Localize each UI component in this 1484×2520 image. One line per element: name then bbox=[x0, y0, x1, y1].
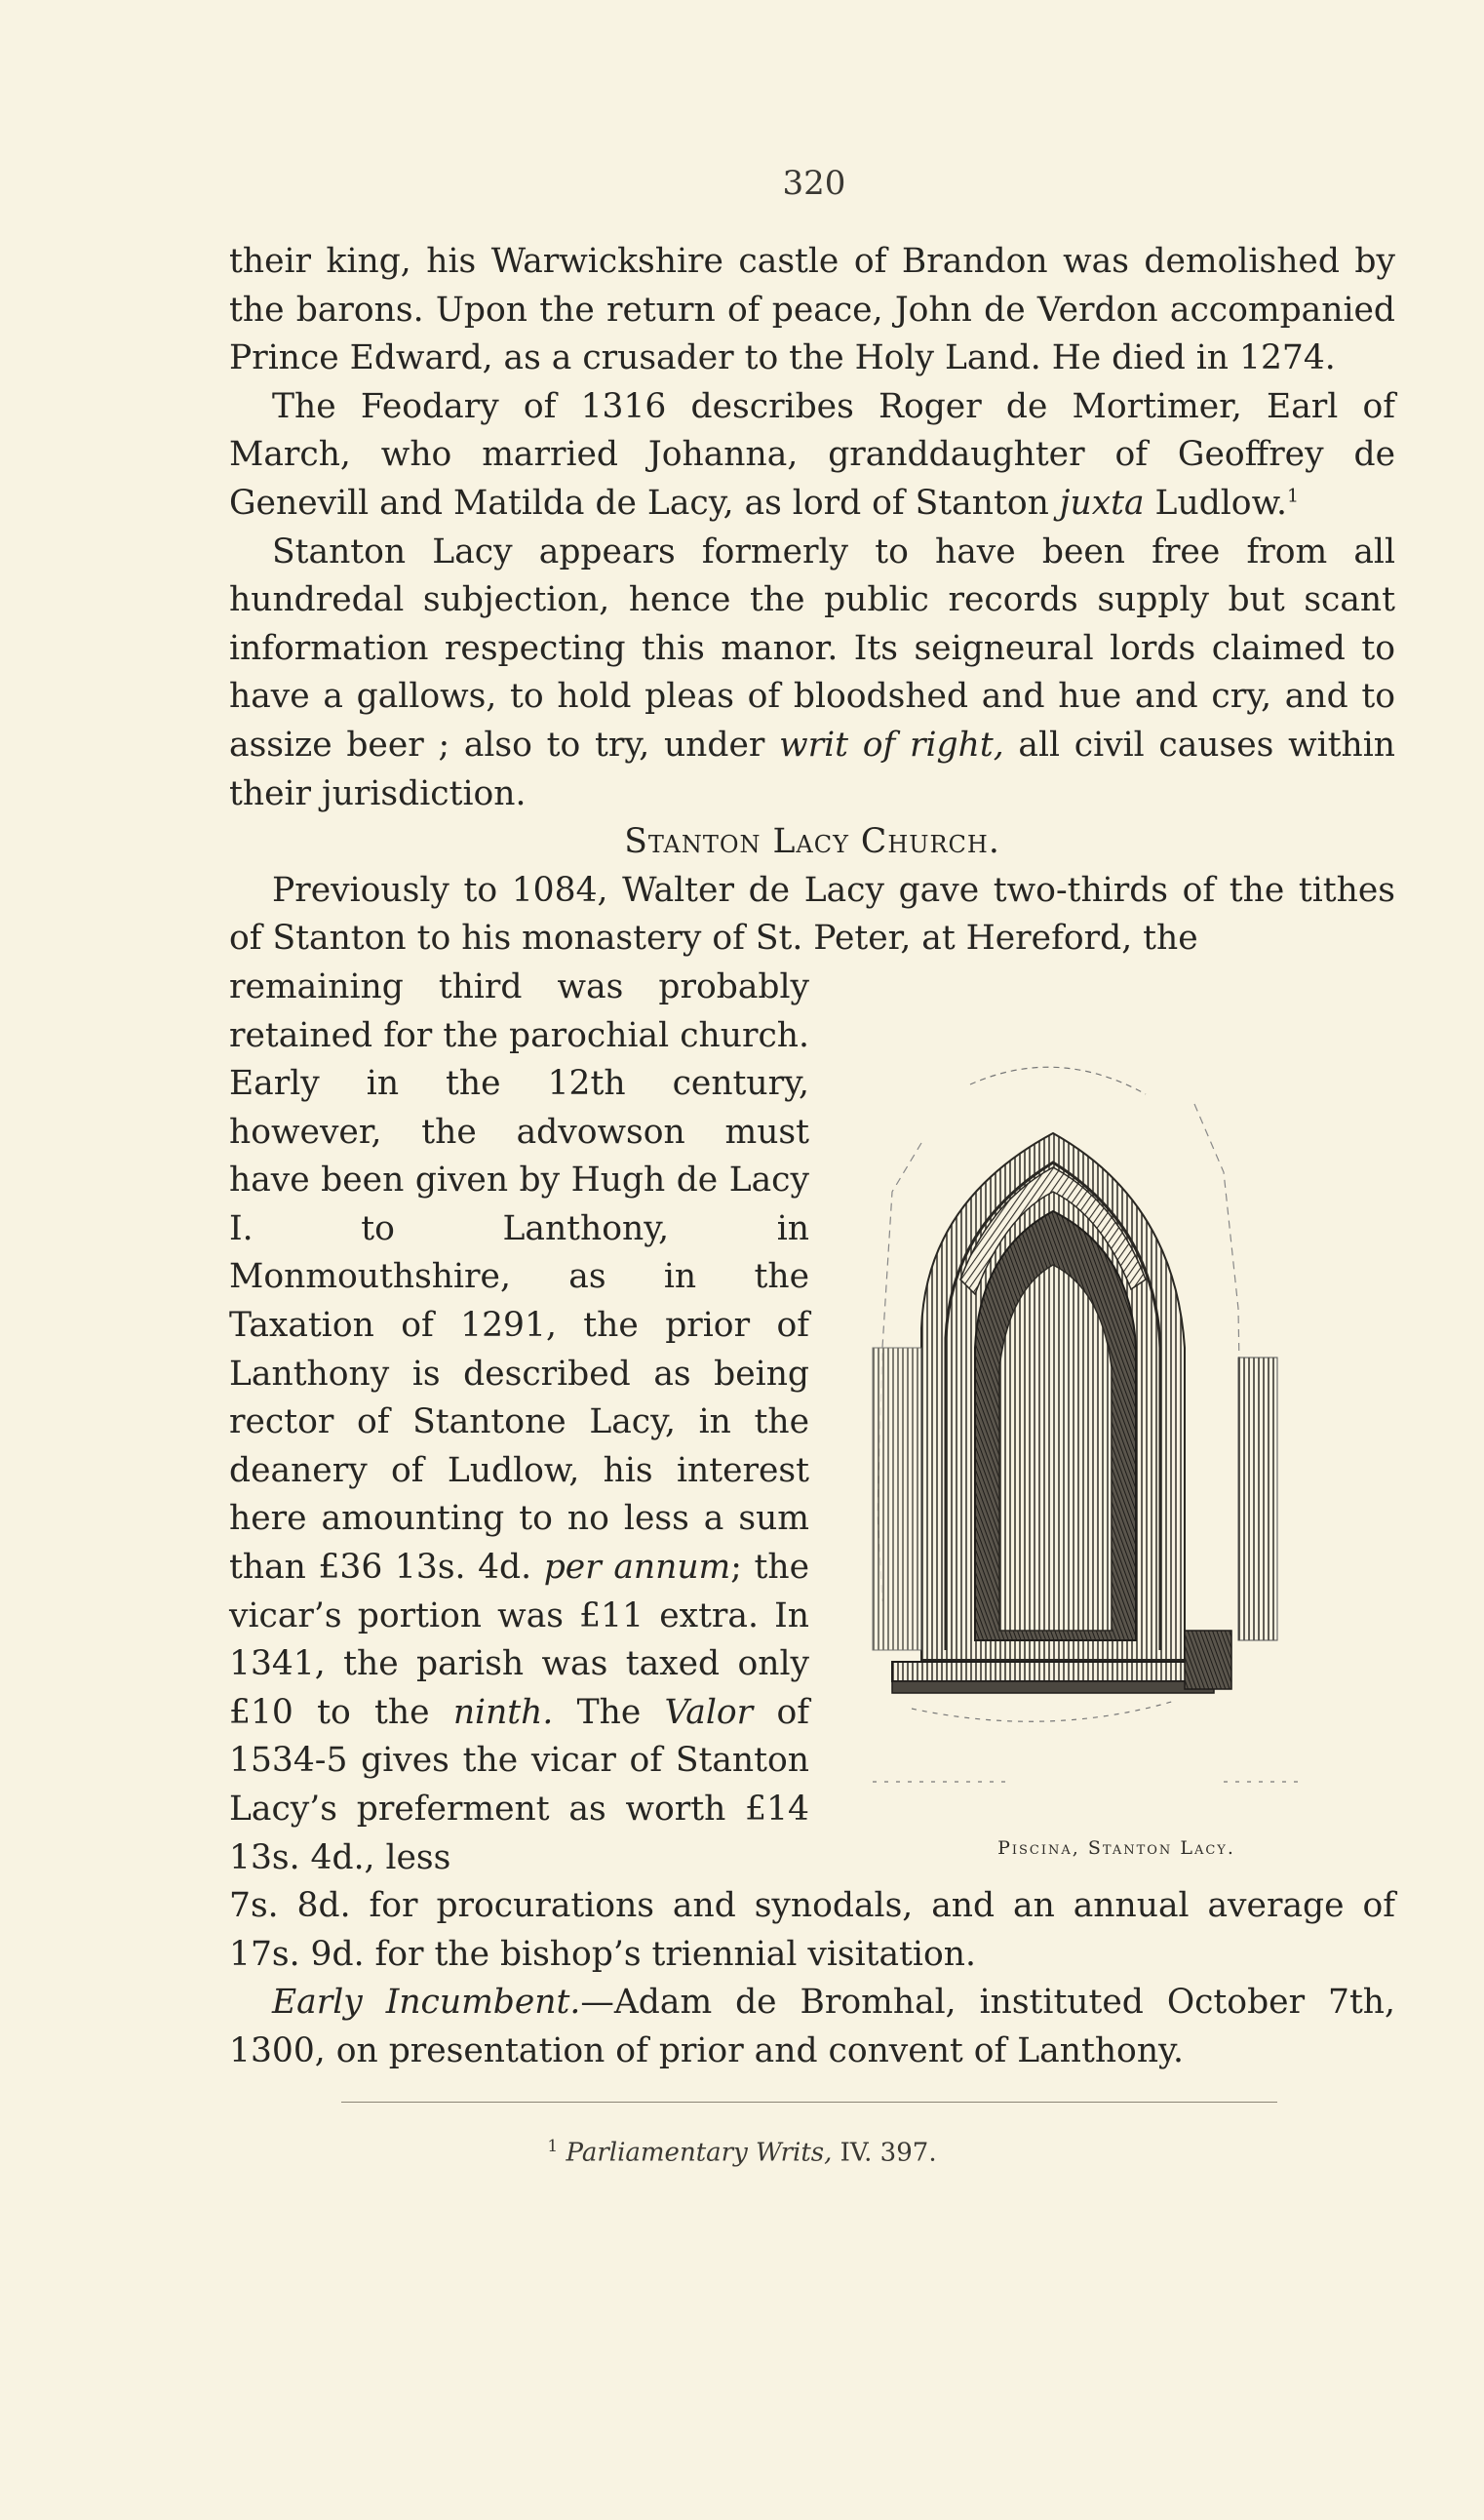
footnote bbox=[0, 2137, 1484, 2168]
paragraph-text: Ludlow. bbox=[1144, 483, 1287, 523]
italic-term: juxta bbox=[1059, 483, 1145, 523]
figure-caption: Piscina, Stanton Lacy. bbox=[997, 1837, 1235, 1859]
footnote-divider bbox=[341, 2102, 1277, 2103]
paragraph-text: The bbox=[553, 1692, 665, 1732]
paragraph-feodary bbox=[229, 383, 1395, 529]
piscina-figure bbox=[853, 1055, 1380, 1859]
page-number: 320 bbox=[782, 164, 846, 203]
italic-term: ninth. bbox=[452, 1692, 554, 1732]
paragraph-text: of 1534-5 gives the vicar of Stanton Lacy’s preferment as worth £14 13s. 4d., less bbox=[229, 1692, 809, 1877]
paragraph-text: Previously to 1084, Walter de Lacy gave two-thirds of the tithes of Stanton to his monastery of St. Peter, at Hereford, the bbox=[229, 870, 1395, 959]
paragraph-church-intro bbox=[229, 867, 1395, 964]
paragraph-church-rest bbox=[229, 1882, 1395, 1979]
paragraph-text: their king, his Warwickshire castle of Brandon was demolished by the barons. Upon the return of peace, John de Verdon accompanied Prince Edward, as a crusader to the Holy Land. He died in 1274. bbox=[229, 242, 1395, 378]
paragraph-jurisdiction bbox=[229, 529, 1395, 819]
paragraph-early-incumbent bbox=[229, 1979, 1395, 2075]
paragraph-text: remaining third was probably retained for the parochial church. Early in the 12th century, however, the advowson must have been given by Hugh de Lacy I. to Lanthony, in Monmouthshire, as in the Taxation of 1291, the prior of Lanthony is described as being rector of Stantone Lacy, in the deanery of Ludlow, his interest here amounting to no less a sum than £36 13s. 4d. bbox=[229, 966, 809, 1588]
footnote-text: IV. 397. bbox=[832, 2138, 937, 2168]
paragraph-text: The Feodary of 1316 describes Roger de Mortimer, Earl of March, who married Johanna, granddaughter of Geoffrey de Genevill and Matilda de Lacy, as lord of Stanton bbox=[229, 386, 1395, 523]
paragraph-text: Stanton Lacy appears formerly to have been free from all hundredal subjection, hence the public records supply but scant information respecting this manor. Its seigneural lords claimed to have a gallows, to hold pleas of bloodshed and hue and cry, and to assize beer ; also to try, under bbox=[229, 532, 1395, 765]
paragraph-text: ; the vicar’s portion was £11 extra. In 1341, the parish was taxed only £10 to the bbox=[229, 1548, 809, 1732]
italic-term: Valor bbox=[664, 1692, 754, 1732]
paragraph-text: —Adam de Bromhal, instituted October 7th, 1300, on presentation of prior and convent of Lanthony. bbox=[229, 1983, 1395, 2070]
paragraph-continued bbox=[229, 238, 1395, 383]
italic-term: writ of right, bbox=[779, 725, 1004, 765]
italic-term: Early Incumbent. bbox=[272, 1983, 581, 2023]
paragraph-text: 7s. 8d. for procurations and synodals, and an annual average of 17s. 9d. for the bishop’s triennial visitation. bbox=[229, 1886, 1395, 1974]
piscina-engraving-icon bbox=[853, 1055, 1380, 1816]
paragraph-church-wrapped bbox=[229, 964, 809, 1882]
paragraph-text: all civil causes within their jurisdiction. bbox=[229, 725, 1395, 813]
footnote-mark: 1 bbox=[547, 2137, 559, 2156]
footnote-italic: Parliamentary Writs, bbox=[566, 2138, 833, 2168]
italic-term: per annum bbox=[543, 1548, 731, 1588]
section-heading: Stanton Lacy Church. bbox=[624, 822, 1000, 862]
footnote-reference: 1 bbox=[1286, 485, 1300, 507]
